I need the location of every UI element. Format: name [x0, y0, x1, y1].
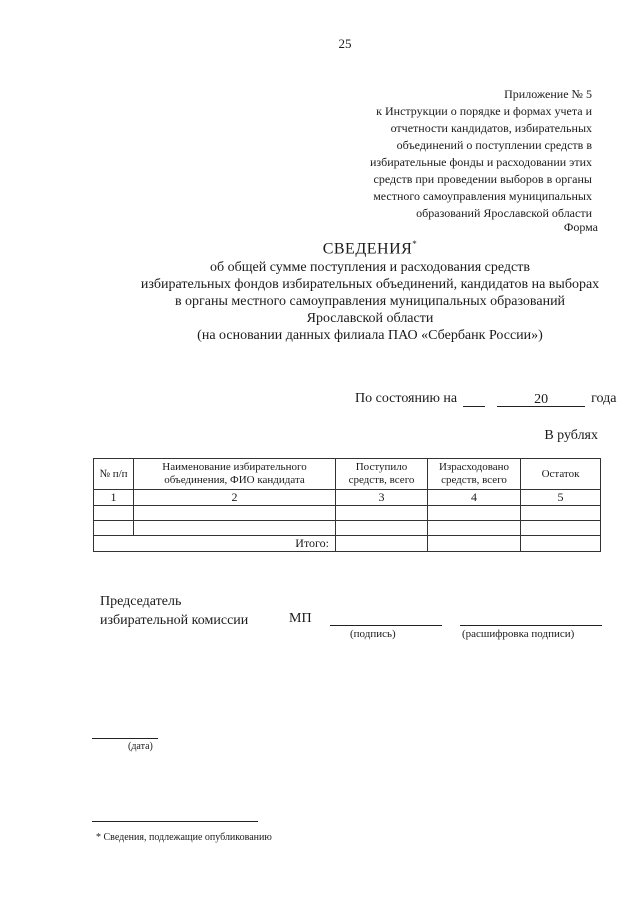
decoding-caption: (расшифровка подписи) [462, 628, 575, 640]
date-caption: (дата) [128, 741, 153, 752]
currency-note: В рублях [544, 428, 598, 443]
footnote-marker: * [412, 239, 418, 249]
appendix-line: объединений о поступлении средств в [396, 138, 592, 152]
role-line: Председатель [100, 594, 182, 609]
document-title [60, 236, 640, 344]
total-balance-cell[interactable] [521, 536, 601, 552]
signature-line[interactable] [330, 625, 442, 626]
header-spent: Израсходовано средств, всего [428, 459, 521, 490]
state-suffix: года [591, 391, 617, 406]
table-row [94, 506, 601, 521]
table-cell[interactable] [521, 506, 601, 521]
appendix-header [332, 86, 592, 222]
report-table [93, 458, 601, 552]
table-cell[interactable] [94, 521, 134, 536]
page-number: 25 [338, 36, 352, 51]
year-blank[interactable] [497, 392, 585, 407]
state-date-line [355, 391, 616, 407]
table-cell[interactable] [134, 521, 336, 536]
appendix-line: средств при проведении выборов в органы [373, 172, 592, 186]
appendix-line: избирательные фонды и расходовании этих [369, 155, 592, 169]
footnote: * Сведения, подлежащие опубликованию [96, 832, 272, 843]
total-label: Итого: [94, 536, 336, 552]
total-row [94, 536, 601, 552]
header-balance: Остаток [521, 459, 601, 490]
table-row [94, 521, 601, 536]
state-prefix: По состоянию на [355, 391, 458, 406]
total-spent-cell[interactable] [428, 536, 521, 552]
date-line[interactable] [92, 738, 158, 739]
column-number-row [94, 490, 601, 506]
appendix-line: местного самоуправления муниципальных [373, 189, 592, 203]
footnote-divider [92, 821, 258, 822]
table-cell[interactable] [428, 521, 521, 536]
total-received-cell[interactable] [336, 536, 428, 552]
table-cell[interactable] [336, 521, 428, 536]
stamp-place: МП [289, 611, 312, 626]
column-number: 2 [134, 490, 336, 506]
column-number: 1 [94, 490, 134, 506]
title-line: в органы местного самоуправления муниципальных образований [174, 294, 566, 310]
table-cell[interactable] [94, 506, 134, 521]
appendix-line: Приложение № 5 [504, 87, 592, 101]
role-line: избирательной комиссии [100, 613, 249, 628]
signature-decoding-line[interactable] [460, 625, 602, 626]
title-line: избирательных фондов избирательных объединений, кандидатов на выборах [140, 277, 600, 293]
column-number: 5 [521, 490, 601, 506]
day-blank[interactable] [463, 392, 485, 407]
table-cell[interactable] [428, 506, 521, 521]
appendix-line: образований Ярославской области [416, 206, 592, 220]
signature-caption: (подпись) [350, 628, 396, 640]
table-cell[interactable] [134, 506, 336, 521]
signatory-role [100, 592, 248, 630]
title-line: Ярославской области [306, 311, 434, 327]
title-line: об общей сумме поступления и расходования средств [210, 260, 530, 276]
table-cell[interactable] [521, 521, 601, 536]
form-label: Форма [563, 220, 598, 234]
table-header-row [94, 459, 601, 490]
header-name: Наименование избирательного объединения, ФИО кандидата [134, 459, 336, 490]
header-received: Поступило средств, всего [336, 459, 428, 490]
header-number: № п/п [94, 459, 134, 490]
title-main-text: СВЕДЕНИЯ [322, 240, 413, 258]
appendix-line: отчетности кандидатов, избирательных [390, 121, 592, 135]
title-main [60, 236, 640, 257]
appendix-line: к Инструкции о порядке и формах учета и [376, 104, 592, 118]
column-number: 3 [336, 490, 428, 506]
year-prefix: 20 [534, 392, 549, 407]
table-cell[interactable] [336, 506, 428, 521]
column-number: 4 [428, 490, 521, 506]
title-line: (на основании данных филиала ПАО «Сбербанк России») [197, 328, 543, 344]
